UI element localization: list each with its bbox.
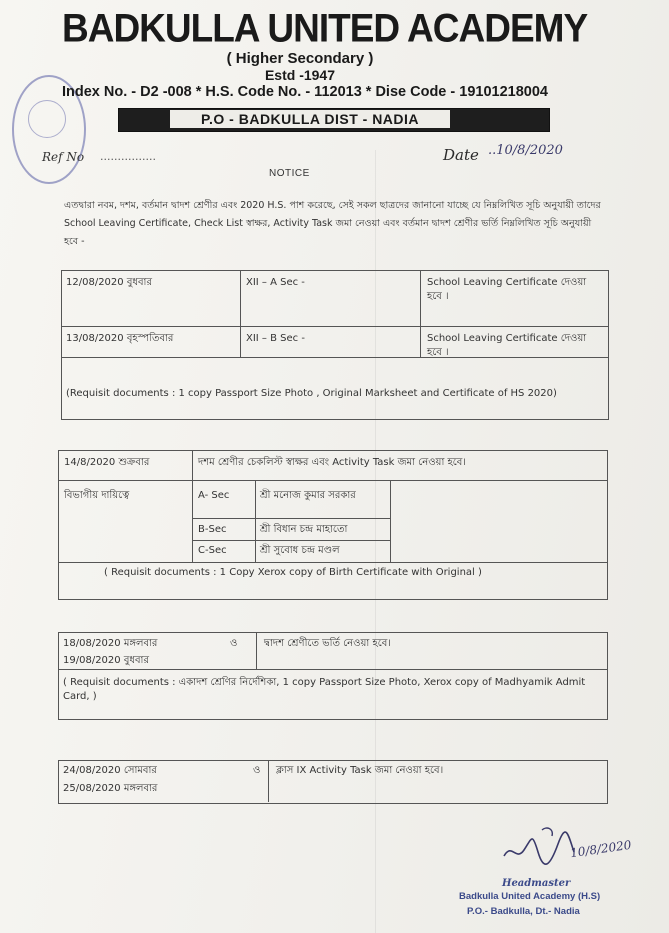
table2-date: 14/8/2020 শুক্রবার: [64, 457, 150, 468]
table2-sec-a: A- Sec: [198, 490, 230, 501]
table4-divider: [268, 761, 269, 802]
table2-teacher-a: শ্রী মনোজ কুমার সরকার: [260, 490, 356, 501]
notice-intro: এতদ্বারা নবম, দশম, বর্তমান দ্বাদশ শ্রেণীর এবং 2020 H.S. পাশ করেছে, সেই সকল ছাত্রদের জানানো যাচ্ছে যে নিম্নলিখিত সূচি অনুযায়ী তাদের School Leaving Certificate, Check List স্বাক্ষর, Activity Task জমা নেওয়া এবং বর্তমান দ্বাদশ শ্রেণীর ভর্তি নিম্নলিখিত সূচি অনুযায়ী হবে -: [64, 200, 601, 247]
table2-incharge-label: বিভাগীয় দায়িত্বে: [64, 490, 130, 501]
table2-divider: [192, 540, 390, 541]
table2-divider: [58, 562, 607, 563]
ref-label: Ref No: [42, 150, 85, 164]
table2-divider: [255, 480, 256, 562]
school-established: Estd -1947: [264, 67, 336, 83]
table2-teacher-b: শ্রী বিধান চন্দ্র মাহাতো: [260, 524, 348, 535]
table3-divider: [256, 633, 257, 669]
ref-dots: ................: [100, 150, 156, 163]
table2-teacher-c: শ্রী সুবোধ চন্দ্র মণ্ডল: [260, 545, 340, 556]
table2-task: দশম শ্রেণীর চেকলিস্ট স্বাক্ষর এবং Activity Task জমা নেওয়া হবে।: [198, 457, 466, 468]
notice-title: NOTICE: [269, 168, 310, 179]
headmaster-address: P.O.- Badkulla, Dt.- Nadia: [467, 906, 580, 917]
table3-task: দ্বাদশ শ্রেণীতে ভর্তি নেওয়া হবে।: [264, 638, 391, 649]
table2-divider: [192, 480, 193, 562]
headmaster-school: Badkulla United Academy (H.S): [459, 891, 601, 902]
table1-documents: (Requisit documents : 1 copy Passport Size Photo , Original Marksheet and Certificate of HS 2020): [66, 388, 557, 399]
table1-row1-task: School Leaving Certificate দেওয়া হবে ।: [427, 277, 587, 302]
stamp-inner-ring: [28, 100, 66, 138]
table4-date2: 25/08/2020 মঙ্গলবার: [63, 783, 158, 794]
headmaster-title: Headmaster: [502, 878, 571, 889]
date-value: ..10/8/2020: [488, 143, 563, 158]
table3-documents: ( Requisit documents : একাদশ শ্রেণির নির্দেশিকা, 1 copy Passport Size Photo, Xerox copy of Madhyamik Admit Card, ): [63, 677, 586, 702]
school-subtitle: ( Higher Secondary ): [226, 50, 374, 67]
table4-date1: 24/08/2020 সোমবার: [63, 765, 157, 776]
date-label: Date: [443, 146, 479, 164]
table2-documents: ( Requisit documents : 1 Copy Xerox copy of Birth Certificate with Original ): [104, 567, 482, 578]
table2-divider: [192, 518, 390, 519]
table2-sec-c: C-Sec: [198, 545, 227, 556]
table2-divider: [390, 480, 391, 562]
table1-divider: [420, 271, 421, 357]
table1-divider: [240, 271, 241, 357]
table2-divider: [192, 451, 193, 480]
school-name: BADKULLA UNITED ACADEMY: [62, 6, 588, 51]
table1-row2-section: XII – B Sec -: [246, 333, 305, 344]
table1-row2-task: School Leaving Certificate দেওয়া হবে ।: [427, 333, 587, 358]
table3-date1: 18/08/2020 মঙ্গলবার: [63, 638, 158, 649]
table1-divider: [61, 326, 608, 327]
table2-divider: [58, 480, 607, 481]
table4-task: ক্লাস IX Activity Task জমা নেওয়া হবে।: [276, 765, 444, 776]
school-codes: Index No. - D2 -008 * H.S. Code No. - 112013 * Dise Code - 19101218004: [62, 84, 548, 100]
table1-row2-date: 13/08/2020 বৃহস্পতিবার: [66, 333, 174, 344]
table4-conj: ও: [253, 765, 261, 776]
table3-conj: ও: [230, 638, 238, 649]
table1-row1-date: 12/08/2020 বুধবার: [66, 277, 152, 288]
table3-date2: 19/08/2020 বুধবার: [63, 655, 149, 666]
table3-divider: [58, 669, 607, 670]
table2-sec-b: B-Sec: [198, 524, 227, 535]
table1-row1-section: XII – A Sec -: [246, 277, 305, 288]
school-address: P.O - BADKULLA DIST - NADIA: [170, 110, 450, 128]
signature-date: 10/8/2020: [569, 837, 633, 861]
